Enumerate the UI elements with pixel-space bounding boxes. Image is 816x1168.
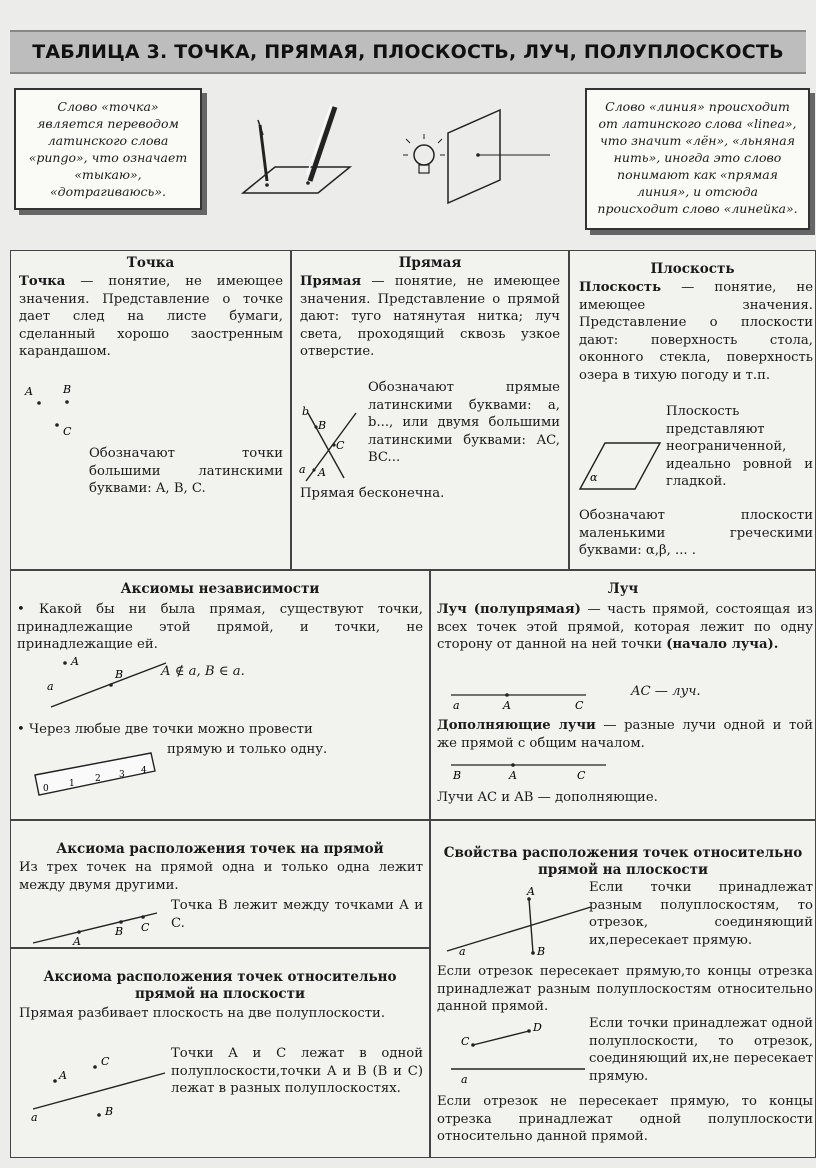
axioms-label-a: A <box>71 655 79 668</box>
ruler-mark-3: 3 <box>119 770 125 780</box>
section-plane <box>569 250 816 570</box>
line-label-c: C <box>336 439 345 452</box>
axiom-plane-text: Прямая разбивает плоскость на две полуплоскости. <box>19 1006 386 1021</box>
axiom-line-example: Точка B лежит между точками A и C. <box>171 898 423 931</box>
props-diagram-1 <box>445 885 595 961</box>
axiom-plane-label-a: A <box>59 1069 67 1082</box>
props-diagram-2 <box>445 1021 585 1091</box>
note-line-origin <box>585 88 810 230</box>
compl-label-b: B <box>453 769 462 782</box>
ruler-mark-1: 1 <box>69 779 75 789</box>
ruler-mark-4: 4 <box>141 766 147 776</box>
note-point-origin <box>14 88 202 210</box>
props1-label-line-a: a <box>459 945 466 958</box>
axiom-plane-label-line-a: a <box>31 1111 38 1124</box>
axioms-heading: Аксиомы независимости <box>120 581 320 597</box>
complementary-rays-diagram <box>451 757 611 783</box>
line-definition: Прямая — понятие, не имеющее значения. Представление о прямой дают: туго натянутая нитка; луч света, проходящий сквозь узкое отверстие. <box>300 274 560 359</box>
ruler-mark-0: 0 <box>43 784 49 794</box>
props-item-3: Если точки принадлежат одной полуплоскости, то отрезок, соединяющий их,не пересекает прямую. <box>589 1016 813 1084</box>
section-properties <box>430 820 816 1158</box>
props-item-1: Если точки принадлежат разным полуплоскостям, то отрезок, соединяющий их,пересекает прямую. <box>589 880 813 948</box>
line-label-a: A <box>318 466 326 479</box>
props-item-2: Если отрезок пересекает прямую,то концы отрезка принадлежат разным полуплоскостям относительно данной прямой. <box>437 964 813 1014</box>
plane-heading: Плоскость <box>650 261 735 277</box>
axioms-item-1: • Какой бы ни была прямая, существуют точки, принадлежащие этой прямой, и точки, не принадлежащие ей. <box>17 602 423 652</box>
ray-definition: Луч (полупрямая) — часть прямой, состоящая из всех точек этой прямой, которая лежит по одну сторону от данной на ней точки (начало луча). <box>437 602 813 652</box>
line-notation: Обозначают прямые латинскими буквами: a, b..., или двумя большими латинскими буквами: AC, BC... <box>368 380 560 465</box>
props2-label-c: C <box>461 1035 470 1048</box>
axioms-diagram <box>41 655 171 711</box>
compl-label-c: C <box>577 769 586 782</box>
axiom-line-label-b: B <box>115 925 124 938</box>
line-infinite: Прямая бесконечна. <box>300 486 445 501</box>
section-ray <box>430 570 816 820</box>
section-line <box>291 250 569 570</box>
section-axioms <box>10 570 430 820</box>
line-label-b: B <box>318 419 327 432</box>
props2-label-line-a: a <box>461 1073 468 1086</box>
axiom-line-diagram <box>29 907 159 947</box>
axioms-item-2-a: • Через любые две точки можно провести <box>17 722 313 737</box>
props1-label-a: A <box>527 885 535 898</box>
point-label-c: C <box>63 425 72 438</box>
line-label-b-small: b <box>302 405 310 418</box>
light-bulb-plane-illustration <box>400 105 560 215</box>
ray-label-c: C <box>575 699 584 712</box>
axiom-plane-heading: Аксиома расположения точек относительно прямой на плоскости <box>43 969 397 1002</box>
axiom-line-label-a: A <box>73 935 81 948</box>
section-axiom-points-on-line <box>10 820 430 948</box>
ray-diagram <box>451 685 591 711</box>
point-definition: Точка — понятие, не имеющее значения. Представление о точке дает след на листе бумаги, сделанный хорошо заостренным карандашом. <box>19 274 283 359</box>
ray-label-a: A <box>503 699 511 712</box>
point-heading: Точка <box>126 255 175 271</box>
ray-label-a-small: a <box>453 699 460 712</box>
axiom-plane-label-c: C <box>101 1055 110 1068</box>
props-item-4: Если отрезок не пересекает прямую, то концы отрезка принадлежат одной полуплоскости относительно данной прямой. <box>437 1094 813 1144</box>
plane-diagram <box>580 441 660 491</box>
props2-label-d: D <box>533 1021 542 1034</box>
complementary-rays-definition: Дополняющие лучи — разные лучи одной и той же прямой с общим началом. <box>437 718 813 751</box>
point-label-a: A <box>25 385 33 398</box>
pencils-on-sheet-illustration <box>215 95 355 205</box>
plane-definition: Плоскость — понятие, не имеющее значения. Представление о плоскости дают: поверхность стола, оконного стекла, поверхность озера в тихую погоду и т.п. <box>579 280 813 383</box>
page-title: ТАБЛИЦА 3. ТОЧКА, ПРЯМАЯ, ПЛОСКОСТЬ, ЛУЧ, ПОЛУПЛОСКОСТЬ <box>32 41 784 63</box>
section-axiom-half-planes <box>10 948 430 1158</box>
ruler-mark-2: 2 <box>95 774 101 784</box>
line-heading: Прямая <box>398 255 462 271</box>
note-left-text: Слово «точка» является переводом латинского слова «pungo», что означает «тыкаю», «дотрагиваюсь». <box>28 99 188 199</box>
line-label-a-small: a <box>299 463 306 476</box>
compl-label-a: A <box>509 769 517 782</box>
point-notation: Обозначают точки большими латинскими буквами: A, B, C. <box>89 446 283 496</box>
axioms-label-b: B <box>115 668 124 681</box>
axiom-plane-diagram <box>29 1051 169 1124</box>
ray-example: AC — луч. <box>631 684 701 699</box>
axioms-item-2-b: прямую и только одну. <box>167 742 328 757</box>
axioms-label-line-a: a <box>47 680 54 693</box>
axiom-line-text: Из трех точек на прямой одна и только одна лежит между двумя другими. <box>19 860 423 893</box>
ruler-illustration <box>33 751 163 801</box>
plane-label-alpha: α <box>590 471 598 484</box>
note-right-text: Слово «линия» происходит от латинского слова «linea», что значит «лён», «льняная нить», иногда это слово понимают как «прямая линия», и отсюда происходит слово «линейка». <box>597 99 798 216</box>
ray-heading: Луч <box>607 581 639 597</box>
point-diagram <box>23 383 93 443</box>
axioms-formula: A ∉ a, B ∈ a. <box>161 664 245 679</box>
axiom-plane-label-b: B <box>105 1105 114 1118</box>
title-banner <box>10 30 806 74</box>
point-label-b: B <box>63 383 72 396</box>
section-point <box>10 250 291 570</box>
complementary-rays-result: Лучи AC и AB — дополняющие. <box>437 790 658 805</box>
line-diagram <box>298 403 368 488</box>
axiom-plane-example: Точки A и C лежат в одной полуплоскости,точки A и B (B и C) лежат в разных полуплоскостях. <box>171 1046 423 1096</box>
props-heading: Свойства расположения точек относительно прямой на плоскости <box>443 845 803 878</box>
props1-label-b: B <box>537 945 546 958</box>
plane-representation: Плоскость представляют неограниченной, идеально ровной и гладкой. <box>666 404 813 489</box>
axiom-line-label-c: C <box>141 921 150 934</box>
plane-notation: Обозначают плоскости маленькими греческими буквами: α,β, ... . <box>579 508 813 558</box>
axiom-line-heading: Аксиома расположения точек на прямой <box>56 841 384 857</box>
